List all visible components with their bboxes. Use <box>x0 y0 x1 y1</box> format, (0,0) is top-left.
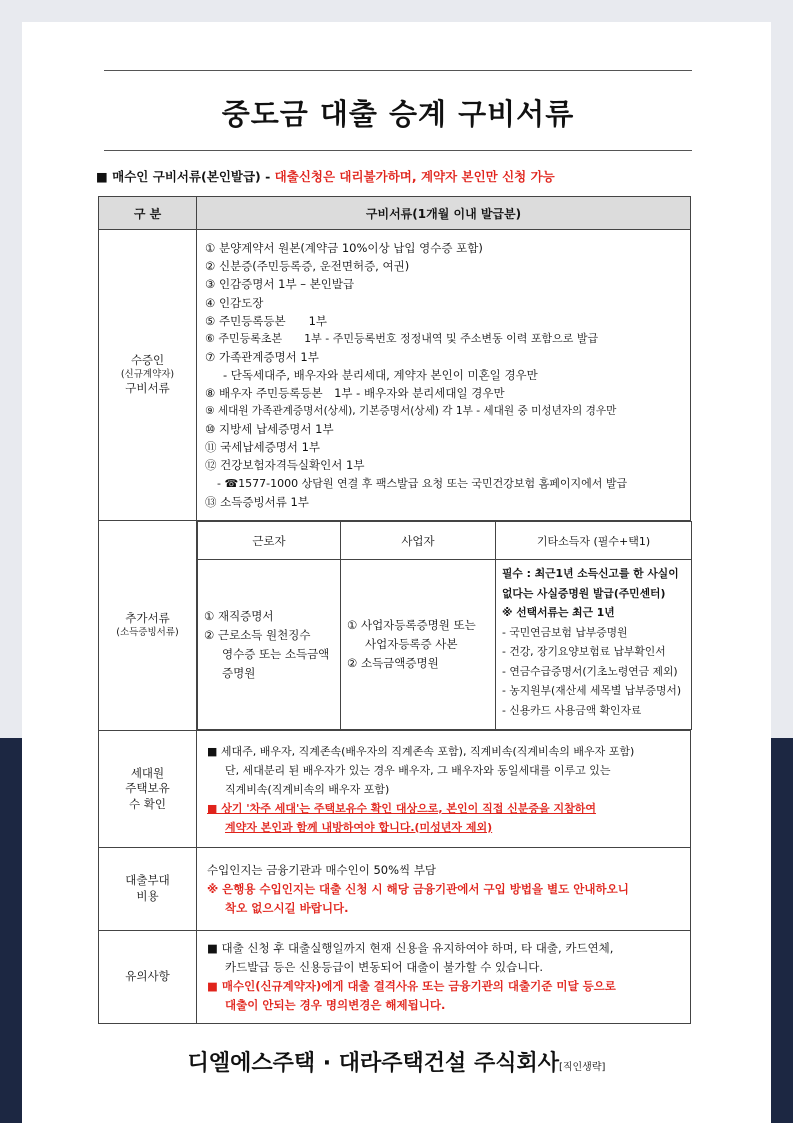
section-label-costs <box>99 848 197 931</box>
warning-line: ■ 매수인(신규계약자)에게 대출 결격사유 또는 금융기관의 대출기준 미달 등으로 <box>207 979 616 993</box>
list-item: ① 분양계약서 원본(계약금 10%이상 납입 영수증 포함) <box>205 241 483 256</box>
label-line: 수 확인 <box>129 796 166 811</box>
list-item: ④ 인감도장 <box>205 295 264 310</box>
list-item: ⑥ 주민등록초본 1부 - 주민등록번호 정정내역 및 주소변동 이력 포함으로 발급 <box>205 331 599 345</box>
list-item: 필수 : 최근1년 소득신고를 한 사실이 <box>502 567 679 580</box>
seal-note: [직인생략] <box>558 1062 606 1073</box>
paragraph-line: ■ 대출 신청 후 대출실행일까지 현재 신용을 유지하여야 하며, 타 대출, 카드연체, <box>207 941 614 955</box>
paragraph-line: 단, 세대분리 된 배우자가 있는 경우 배우자, 그 배우자와 동일세대를 이루고 있는 <box>225 763 611 777</box>
label-line: 대출부대 <box>125 873 170 888</box>
section-label-household <box>99 731 197 848</box>
list-item: - 신용카드 사용금액 확인자료 <box>502 703 642 717</box>
list-item: ⑩ 지방세 납세증명서 1부 <box>205 422 334 437</box>
list-item: 없다는 사실증명원 발급(주민센터) <box>502 586 666 600</box>
business-docs <box>341 560 496 730</box>
list-item: 영수증 또는 소득금액 <box>222 646 330 661</box>
income-body-row <box>198 560 692 730</box>
section-label-notes: 유의사항 <box>99 931 197 1024</box>
costs-content <box>197 848 691 931</box>
document-sheet <box>22 22 771 1123</box>
title-top-rule <box>104 70 692 71</box>
worker-docs <box>198 560 341 730</box>
notes-content <box>197 931 691 1024</box>
warning-line: ■ 상기 '차주 세대'는 주택보유수 확인 대상으로, 본인이 직접 신분증을 지참하여 <box>207 801 597 815</box>
list-item: ⑧ 배우자 주민등록등본 1부 - 배우자와 분리세대일 경우만 <box>205 386 505 401</box>
list-item: - 건강, 장기요양보험료 납부확인서 <box>502 645 666 658</box>
list-item: ② 신분증(주민등록증, 운전면허증, 여권) <box>205 259 410 274</box>
footer-company <box>22 1046 771 1077</box>
table-header-row <box>99 197 691 230</box>
list-item: ③ 인감증명서 1부 – 본인발급 <box>205 277 355 292</box>
income-docs-cell <box>197 521 691 731</box>
company-name: 디엘에스주택 · 대라주택건설 주식회사 <box>187 1051 559 1076</box>
paragraph-line: 카드발급 등은 신용등급이 변동되어 대출이 불가할 수 있습니다. <box>225 960 544 974</box>
section-label-recipient <box>99 230 197 521</box>
list-item: - 농지원부(재산세 세목별 납부증명서) <box>502 684 682 697</box>
paragraph-line: 직계비속(직계비속의 배우자 포함) <box>225 782 390 796</box>
header-business: 사업자 <box>341 522 496 560</box>
buyer-docs-heading <box>96 167 555 185</box>
warning-line: 착오 없으시길 바랍니다. <box>225 900 349 915</box>
list-item: - ☎1577-1000 상담원 연결 후 팩스발급 요청 또는 국민건강보험 홈페이지에서 발급 <box>217 476 628 490</box>
label-line: (소득증빙서류) <box>116 626 179 638</box>
section-loan-costs <box>99 848 691 931</box>
list-item: ① 사업자등록증명원 또는 <box>347 618 476 632</box>
paragraph-line: ■ 세대주, 배우자, 직계존속(배우자의 직계존속 포함), 직계비속(직계비속의 배우자 포함) <box>207 744 635 758</box>
warning-line: ※ 은행용 수입인지는 대출 신청 시 해당 금융기관에서 구입 방법을 별도 안내하오니 <box>207 881 629 896</box>
list-item: 사업자등록증 사본 <box>365 637 458 651</box>
list-item: - 연금수급증명서(기초노령연금 제외) <box>502 664 678 678</box>
label-line: 비용 <box>136 889 159 903</box>
income-docs-table <box>197 521 692 730</box>
paragraph-line: 수입인지는 금융기관과 매수인이 50%씩 부담 <box>207 862 437 877</box>
list-item: ⑨ 세대원 가족관계증명서(상세), 기본증명서(상세) 각 1부 - 세대원 중 미성년자의 경우만 <box>205 405 617 418</box>
list-item: - 국민연금보험 납부증명원 <box>502 625 628 639</box>
list-item: ⑬ 소득증빙서류 1부 <box>205 494 309 509</box>
label-line: 주택보유 <box>125 781 170 796</box>
label-line: 추가서류 <box>125 611 170 626</box>
warning-line: 계약자 본인과 함께 내방하여야 합니다.(미성년자 제외) <box>225 820 493 834</box>
section-household <box>99 731 691 848</box>
title-bottom-rule <box>104 150 692 151</box>
household-content <box>197 731 691 848</box>
label-line: 세대원 <box>130 765 165 780</box>
list-item: 증명원 <box>222 665 256 680</box>
buyer-docs-heading-prefix: ■ 매수인 구비서류(본인발급) - <box>96 169 275 184</box>
col-header-category: 구 분 <box>99 197 197 230</box>
list-item: ⑫ 건강보험자격득실확인서 1부 <box>205 458 365 473</box>
proxy-notice: 대출신청은 대리불가하며, 계약자 본인만 신청 가능 <box>274 169 555 184</box>
list-item: ⑦ 가족관계증명서 1부 <box>205 349 319 364</box>
other-docs <box>496 560 692 730</box>
list-item: ⑤ 주민등록등본 1부 <box>205 313 328 328</box>
list-item: - 단독세대주, 배우자와 분리세대, 계약자 본인이 미혼일 경우만 <box>223 367 538 382</box>
section-required-docs <box>99 230 691 521</box>
label-line: 수증인 <box>130 353 165 368</box>
section-label-additional <box>99 521 197 731</box>
col-header-documents: 구비서류(1개월 이내 발급분) <box>197 197 691 230</box>
header-other: 기타소득자 (필수+택1) <box>496 522 692 560</box>
page-title: 중도금 대출 승계 구비서류 <box>221 97 575 131</box>
header-worker: 근로자 <box>198 522 341 560</box>
list-item: ② 근로소득 원천징수 <box>204 627 311 642</box>
documents-table <box>98 196 691 1024</box>
list-item: ② 소득금액증명원 <box>347 656 439 670</box>
income-header-row <box>198 522 692 560</box>
section-notes <box>99 931 691 1024</box>
label-line: (신규계약자) <box>120 368 175 380</box>
required-docs-list <box>197 230 691 521</box>
list-item: ⑪ 국세납세증명서 1부 <box>205 440 320 455</box>
section-additional-docs <box>99 521 691 731</box>
list-item: ① 재직증명서 <box>204 608 274 623</box>
warning-line: 대출이 안되는 경우 명의변경은 해제됩니다. <box>225 998 446 1012</box>
label-line: 구비서류 <box>125 381 170 396</box>
list-item: ※ 선택서류는 최근 1년 <box>502 606 615 619</box>
